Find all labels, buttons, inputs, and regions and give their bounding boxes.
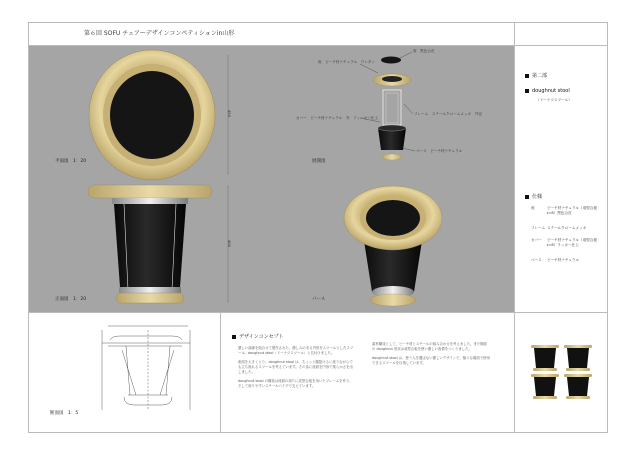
- spec-row: カバー: [531, 238, 542, 242]
- exploded-parts: [373, 57, 411, 161]
- product-name: doughnut stool: [525, 88, 570, 94]
- concept-paragraph: doughnut stool は、使う人を選ばない優しいデザインで、様々な場面で使用できるスツールを目指しています。: [372, 356, 490, 365]
- sheet-title: 第６回 SOFU チェアーデザインコンペティションin山形: [84, 30, 235, 37]
- section-view-label: 断面図 1：5: [50, 411, 79, 416]
- spec-row: フレーム: [531, 226, 546, 230]
- product-subtitle: （ドーナツスツール）: [536, 98, 572, 102]
- bullet-icon: [525, 74, 529, 78]
- section-drawing: [102, 326, 190, 410]
- spec-value: ビーチ材ナチュラル（成型合板 t=8）黒色合皮: [547, 206, 597, 215]
- plan-view-label: 平面図 1：20: [55, 159, 87, 164]
- concept-paragraph: doughnut stool の構造は座面の周りに成型合板を用いたフレームを作り、そして座りやすいスチールパイプで支えています。: [238, 379, 353, 388]
- plan-dimension: 450: [227, 110, 231, 117]
- bullet-icon: [525, 89, 529, 93]
- bullet-icon: [232, 335, 236, 339]
- spec-value: ビーチ材ナチュラル: [547, 258, 579, 262]
- concept-column-1: [238, 346, 356, 393]
- callout-base: ベース ビーチ材ナチュラル: [416, 149, 463, 153]
- front-view-label: 正面図 1：20: [55, 297, 87, 302]
- concept-paragraph: 素材構成として、ビーチ材とスチールの組み合わせを考えました。また側面の doughnut 形状は成型合板を使い優しい表情をつくりました。: [372, 342, 487, 351]
- spec-row: ベース: [531, 258, 542, 262]
- stacking-thumbnails: [531, 345, 592, 399]
- spec-value: ビーチ材ナチュラル（成型合板 t=8）ラッカー仕上: [547, 238, 597, 247]
- perspective-stool: [344, 186, 442, 306]
- concept-column-2: [372, 342, 490, 370]
- perspective-view-label: パース: [312, 297, 326, 302]
- callout-seat-top: 座 黒色合皮: [413, 49, 435, 53]
- front-dimension: 460: [227, 240, 231, 247]
- exploded-view-label: 展開図: [312, 159, 326, 164]
- spec-row: 座: [531, 206, 535, 210]
- concept-paragraph: 優しい曲線を組合せて製作された、優しみのある円形をスツールとしたスツール。doughnut stool（ドーナツスツール）と名付けました。: [238, 346, 354, 355]
- spec-heading: 仕様: [525, 193, 542, 200]
- section-number: 第二部: [525, 72, 547, 79]
- spec-value: ステールクロームメッキ: [547, 226, 587, 230]
- front-stool: [88, 185, 212, 303]
- concept-paragraph: 座面を大きくとり、doughnut stool は、ちょっと腰掛けるに座りながらでも立ち座れるスツールを考えています。その為に座面を円形で柔らかさを出しました。: [238, 360, 353, 374]
- callout-cover: カバー ビーチ材ナチュラル 外 フィーカー仕上: [296, 116, 378, 120]
- callout-frame: フレーム ステールクロームメッキ 外径: [414, 112, 482, 116]
- plan-seat: [89, 50, 215, 180]
- concept-heading: デザインコンセプト: [232, 333, 284, 340]
- bullet-icon: [525, 195, 529, 199]
- callout-seat-base: 座 ビーチ材ナチュラル ウレタン: [318, 60, 375, 64]
